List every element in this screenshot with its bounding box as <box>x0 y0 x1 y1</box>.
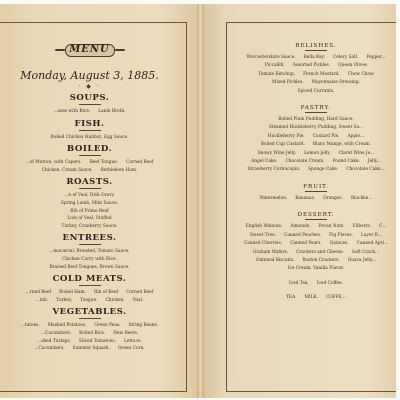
menu-line <box>0 192 187 200</box>
menu-item: Bethlehem Ham. <box>100 167 138 173</box>
menu-item: Braised Beef Tongues, Brown Sauce. <box>49 264 130 270</box>
left-menu-column <box>0 24 187 353</box>
menu-item: Chicken, Cream Sauce. <box>41 167 93 173</box>
menu-item: Beef Tongue. <box>89 160 119 166</box>
menu-item: Fig Pieces. <box>329 232 353 238</box>
menu-item: Claret Wine Je... <box>338 150 375 156</box>
menu-item: Boiled Rice. <box>79 330 106 336</box>
menu-item: MILK. <box>304 295 318 301</box>
left-page <box>0 4 200 398</box>
section-rule <box>79 155 101 156</box>
section-rule <box>79 318 101 319</box>
menu-line <box>0 208 187 216</box>
menu-line <box>0 322 187 330</box>
menu-line <box>226 88 396 96</box>
menu-item: Boiled Cup Custard. <box>260 142 305 148</box>
menu-line <box>0 338 187 346</box>
menu-item: Blackbe... <box>350 195 373 201</box>
menu-line <box>0 223 187 231</box>
menu-item: Pound Cake. <box>332 159 360 165</box>
menu-line <box>226 124 396 132</box>
menu-item: Oatmeal Biscuits. <box>256 257 295 263</box>
menu-item: Graham Wafers. <box>252 249 289 255</box>
menu-item: Sponge Cake. <box>308 167 339 173</box>
menu-item: ...rned Beef <box>25 290 52 296</box>
menu-item: Almonds. <box>290 224 311 230</box>
menu-line <box>226 62 396 70</box>
menu-item: Jelly... <box>367 159 381 165</box>
logo-flourish-right <box>115 49 125 51</box>
menu-item: French Mustard. <box>303 71 340 77</box>
menu-item: TEA. <box>285 295 297 301</box>
section-heading: RELISHES. <box>295 43 337 49</box>
menu-line <box>226 79 396 87</box>
menu-item: Angel Cake. <box>251 159 278 165</box>
section-rule <box>305 219 327 220</box>
section-heading: SOUPS. <box>69 93 110 103</box>
menu-item: Iced Coffee. <box>316 280 343 286</box>
menu-item: ...Cucumbers. <box>34 346 65 352</box>
menu-item: Spiced Currants. <box>297 88 335 94</box>
menu-line <box>0 289 187 297</box>
menu-item: Canned Pears. <box>290 241 322 247</box>
menu-item: Corned Beef <box>126 290 154 296</box>
section-rule <box>305 112 327 113</box>
section-rule <box>79 188 101 189</box>
section-heading: PASTRY. <box>300 105 332 112</box>
menu-item: Oranges. <box>323 195 343 201</box>
menu-item: ...mb. <box>35 297 49 303</box>
menu-line <box>226 265 396 273</box>
menu-item: Lamb Broth. <box>98 109 126 114</box>
menu-line <box>226 71 396 79</box>
menu-item: Pepper... <box>366 55 386 60</box>
section-rule <box>305 50 327 51</box>
right-page <box>200 4 396 398</box>
section-rule <box>79 244 101 245</box>
page-spine <box>197 4 204 398</box>
menu-line <box>226 54 396 62</box>
menu-line <box>0 248 187 256</box>
menu-item: Summer Squash. <box>72 346 110 352</box>
menu-item: ...asse with Rice. <box>53 109 91 114</box>
menu-item: Sweet Tree. <box>249 232 277 238</box>
ornament-divider: · ◆ · <box>78 83 101 90</box>
section-heading: DESSERT. <box>297 212 335 219</box>
menu-item: Boston Crackers. <box>302 257 340 263</box>
menu-item: Mashed Potatoes. <box>47 323 87 329</box>
menu-item: Piccalilli. <box>264 63 285 69</box>
menu-item: Canned Peaches. <box>284 232 322 238</box>
menu-item: Layer R... <box>360 232 383 238</box>
menu-line <box>226 223 396 231</box>
menu-item: Turkey. <box>56 297 73 303</box>
menu-item: Rib of Beef <box>94 290 119 296</box>
section-heading: ENTREES. <box>62 233 117 244</box>
menu-date: Monday, August 3, 1885. <box>20 69 159 82</box>
menu-item: English Walnuts. <box>245 224 283 230</box>
menu-item: Soft Crack... <box>351 249 380 255</box>
section-heading: FRUIT. <box>303 183 329 190</box>
menu-item: COFFE... <box>326 295 347 301</box>
menu-line <box>0 200 187 208</box>
menu-item: Corned Beef <box>126 160 154 166</box>
menu-line <box>226 133 396 141</box>
section-rule <box>79 130 101 131</box>
menu-line <box>0 345 187 353</box>
menu-item: Apple... <box>347 133 365 139</box>
menu-item: Veal. <box>132 297 144 303</box>
menu-item: Strawberry Cornucopia. <box>247 167 301 173</box>
menu-line <box>0 330 187 338</box>
menu-line <box>0 108 187 116</box>
menu-item: Bananas. <box>295 195 316 201</box>
menu-item: Assorted Pickles. <box>292 63 331 69</box>
menu-line <box>0 134 187 142</box>
menu-line <box>226 249 396 257</box>
menu-item: ...shed Turnips. <box>37 338 71 344</box>
menu-line <box>0 264 187 272</box>
menu-item: Canned Apri... <box>356 241 389 247</box>
menu-item: Worcestershire Sauce. <box>246 55 296 60</box>
menu-item: Custard Pie. <box>312 133 340 139</box>
menu-line <box>0 215 187 223</box>
menu-item: Crackers and Cheese. <box>296 249 344 255</box>
menu-line <box>226 294 396 302</box>
menu-line <box>226 166 396 174</box>
menu-item: Sliced Tomatoes. <box>79 338 116 344</box>
menu-item: Spring Lamb, Mint Sauce. <box>60 200 119 206</box>
menu-item: Green Peas. <box>94 323 121 329</box>
menu-line <box>226 195 396 203</box>
menu-item: String Beans. <box>128 323 159 329</box>
menu-item: Mayonnaise Dressing. <box>311 80 360 86</box>
menu-item: ...of Mutton, with Capers. <box>25 160 82 166</box>
menu-item: Blanc Mange, with Cream. <box>312 142 372 148</box>
menu-line <box>226 232 396 240</box>
menu-item: Huckleberry Pie. <box>267 133 305 139</box>
menu-item: Watermelon. <box>259 195 288 201</box>
logo-text: MENU <box>69 44 110 55</box>
section-heading: VEGETABLES. <box>52 307 127 318</box>
menu-line <box>0 167 187 175</box>
menu-item: Chow Chow <box>347 71 374 77</box>
section-rule <box>79 285 101 286</box>
menu-item: Canned Cherries. <box>243 241 283 247</box>
menu-item: ...Cucumbers. <box>40 330 72 336</box>
menu-line <box>0 256 187 264</box>
menu-item: Chocolate Cream. <box>285 159 325 165</box>
menu-item: Chicken Curry with Rice. <box>62 256 117 262</box>
menu-line <box>0 297 187 305</box>
menu-item: Iced Tea. <box>289 280 309 286</box>
menu-item: Mixed Pickles. <box>272 80 304 86</box>
menu-item: Boiled Chicken Halibut, Egg Sauce. <box>50 134 129 140</box>
menu-item: ...macaroni, Breaded, Tomato Sauce. <box>49 249 130 255</box>
section-heading: COLD MEATS. <box>52 274 127 285</box>
menu-item: Green Corn. <box>117 346 145 352</box>
menu-line <box>226 280 396 288</box>
menu-item: New Beets. <box>113 330 139 336</box>
menu-item: Filberts. <box>352 224 372 230</box>
menu-item: ...tatoes. <box>20 323 40 329</box>
menu-item: Chicken. <box>105 297 125 303</box>
menu-line <box>226 158 396 166</box>
menu-item: Lemon Jelly. <box>304 150 331 156</box>
menu-item: C... <box>379 224 387 230</box>
menu-item: Tomato Ketchup. <box>258 71 296 77</box>
menu-line <box>226 257 396 265</box>
menu-item: Turkey, Cranberry Sauce. <box>61 223 118 229</box>
section-rule <box>305 191 327 192</box>
menu-item: ...n of Veal, Dish Gravy. <box>64 193 115 199</box>
menu-item: Chocolate Cake... <box>346 167 385 173</box>
section-heading: FISH. <box>74 118 105 129</box>
menu-item: Steamed Huckleberry Pudding, Sweet Sa... <box>268 125 364 131</box>
menu-item: Loin of Veal, Stuffed <box>67 216 112 222</box>
menu-item: Tongue. <box>80 297 98 303</box>
menu-line <box>226 116 396 124</box>
menu-line <box>226 240 396 248</box>
menu-item: Pecan Nuts. <box>318 224 345 230</box>
menu-logo <box>59 40 121 62</box>
section-heading: BOILED. <box>66 144 113 155</box>
menu-item: Lettuce. <box>123 338 142 344</box>
menu-item: Guava Jelly... <box>347 257 376 263</box>
menu-item: Quinces. <box>329 241 349 247</box>
section-heading: ROASTS. <box>66 177 113 188</box>
menu-item: Boiled Ham. <box>59 290 86 296</box>
menu-line <box>226 141 396 149</box>
menu-item: Queen Olives <box>338 63 368 69</box>
menu-item: Rib of Prime Beef <box>70 208 109 214</box>
menu-line <box>226 150 396 158</box>
right-menu-column <box>226 24 396 303</box>
menu-line <box>0 159 187 167</box>
menu-item: Bella Bay. <box>303 55 325 60</box>
menu-item: Ice Cream, Vanilla Flavor. <box>287 266 345 272</box>
menu-item: Celery Salt. <box>332 55 359 60</box>
menu-item: Boiled Plum Pudding, Hard Sauce. <box>278 117 354 123</box>
menu-item: Snowy Wine Jelly. <box>257 150 297 156</box>
section-rule <box>79 104 101 105</box>
